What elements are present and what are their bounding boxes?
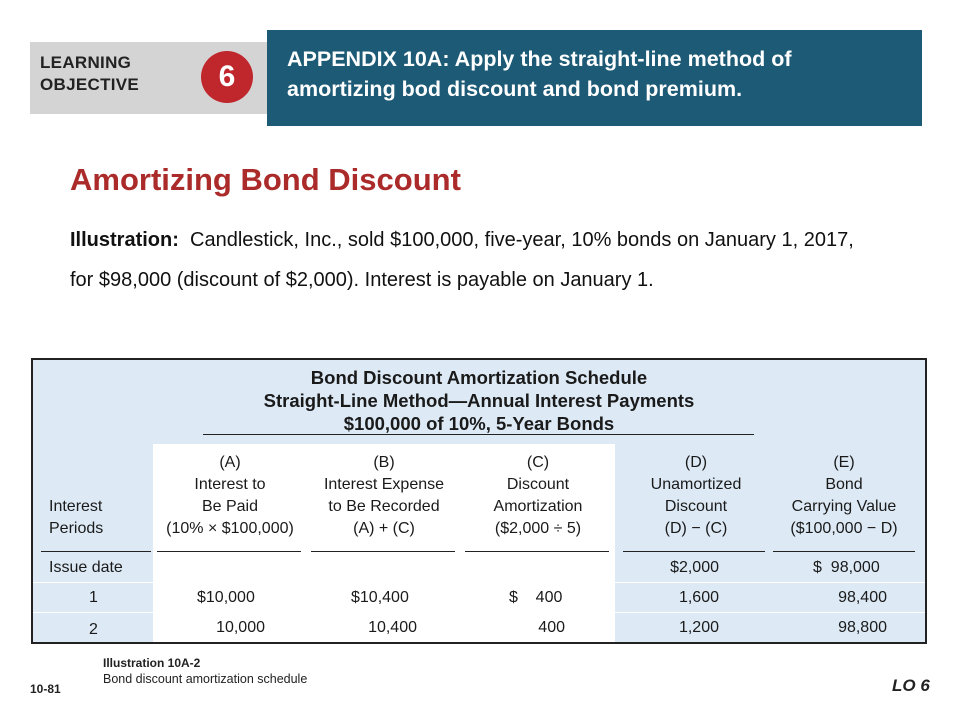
learning-objective-label bbox=[40, 52, 139, 96]
header-line: Be Paid bbox=[201, 498, 259, 515]
header-line: Interest bbox=[49, 498, 103, 515]
illustration-paragraph bbox=[70, 220, 870, 300]
lo-footer: LO 6 bbox=[892, 676, 930, 695]
table-cell-b: $10,400 bbox=[351, 589, 409, 606]
table-cell-period: Issue date bbox=[49, 559, 123, 576]
table-cell-period: 2 bbox=[89, 621, 98, 638]
table-cell-e: 98,800 bbox=[838, 619, 887, 636]
column-header-a bbox=[155, 452, 305, 540]
appendix-title: APPENDIX 10A: Apply the straight-line method of amortizing bod discount and bond premium. bbox=[267, 30, 922, 126]
header-line: Interest Expense bbox=[323, 476, 445, 493]
column-header-e bbox=[769, 452, 919, 540]
illustration-label: Illustration: bbox=[70, 229, 179, 251]
objective-number-badge: 6 bbox=[201, 51, 253, 103]
header-line: Discount bbox=[506, 476, 570, 493]
header-underline bbox=[623, 551, 765, 552]
lo-label-line2: OBJECTIVE bbox=[40, 75, 140, 94]
lo-label-line1: LEARNING bbox=[40, 53, 132, 72]
header-line: (C) bbox=[526, 454, 550, 471]
table-cell-e: 98,400 bbox=[838, 589, 887, 606]
schedule-title-line: Bond Discount Amortization Schedule bbox=[310, 367, 648, 388]
page-number: 10-81 bbox=[30, 682, 61, 696]
schedule-title-line: $100,000 of 10%, 5-Year Bonds bbox=[343, 413, 615, 434]
header-line: (D) bbox=[684, 454, 708, 471]
column-header-d bbox=[621, 452, 771, 540]
amortization-schedule-table bbox=[31, 358, 927, 644]
caption-title: Illustration 10A-2 bbox=[103, 656, 201, 670]
slide-title: Amortizing Bond Discount bbox=[70, 162, 461, 197]
schedule-heading bbox=[33, 366, 925, 435]
schedule-title-line: Straight-Line Method—Annual Interest Payments bbox=[263, 390, 695, 411]
table-cell-c: $ 400 bbox=[509, 589, 563, 606]
header-line: to Be Recorded bbox=[328, 498, 440, 515]
header-line: ($2,000 ÷ 5) bbox=[494, 520, 582, 537]
table-cell-d: 1,600 bbox=[678, 589, 719, 606]
table-cell-a: $10,000 bbox=[197, 589, 255, 606]
caption-text: Bond discount amortization schedule bbox=[103, 672, 308, 686]
table-cell-d: 1,200 bbox=[678, 619, 719, 636]
column-header-periods bbox=[49, 496, 149, 540]
header-line: Carrying Value bbox=[791, 498, 897, 515]
header-line: Interest to bbox=[194, 476, 266, 493]
header-underline bbox=[157, 551, 301, 552]
header-line: (A) + (C) bbox=[353, 520, 415, 537]
row-separator bbox=[33, 582, 925, 583]
table-cell-b: 10,400 bbox=[368, 619, 417, 636]
table-cell-period: 1 bbox=[89, 589, 98, 606]
column-header-c bbox=[463, 452, 613, 540]
header-line: (B) bbox=[373, 454, 395, 471]
learning-objective-box bbox=[30, 42, 270, 114]
header-line: Amortization bbox=[493, 498, 583, 515]
header-line: ($100,000 − D) bbox=[790, 520, 898, 537]
column-header-b bbox=[309, 452, 459, 540]
header-underline bbox=[311, 551, 455, 552]
header-underline bbox=[773, 551, 915, 552]
illustration-text: Candlestick, Inc., sold $100,000, five-year, 10% bonds on January 1, 2017, for $98,000 (discount of $2,000). Interest is payable on January 1. bbox=[70, 229, 854, 291]
header-line: Discount bbox=[664, 498, 728, 515]
table-cell-e: $ 98,000 bbox=[813, 559, 880, 576]
header-line: Periods bbox=[49, 520, 104, 537]
header-line: (A) bbox=[219, 454, 241, 471]
header-line: (D) − (C) bbox=[664, 520, 728, 537]
header-line: (E) bbox=[833, 454, 855, 471]
table-cell-a: 10,000 bbox=[216, 619, 265, 636]
table-cell-c: 400 bbox=[538, 619, 565, 636]
header-line: Unamortized bbox=[650, 476, 742, 493]
row-separator bbox=[33, 612, 925, 613]
header-underline bbox=[465, 551, 609, 552]
header-underline bbox=[41, 551, 151, 552]
header-line: (10% × $100,000) bbox=[166, 520, 294, 537]
header-line: Bond bbox=[825, 476, 863, 493]
heading-rule bbox=[203, 434, 754, 435]
table-cell-d: $2,000 bbox=[670, 559, 719, 576]
